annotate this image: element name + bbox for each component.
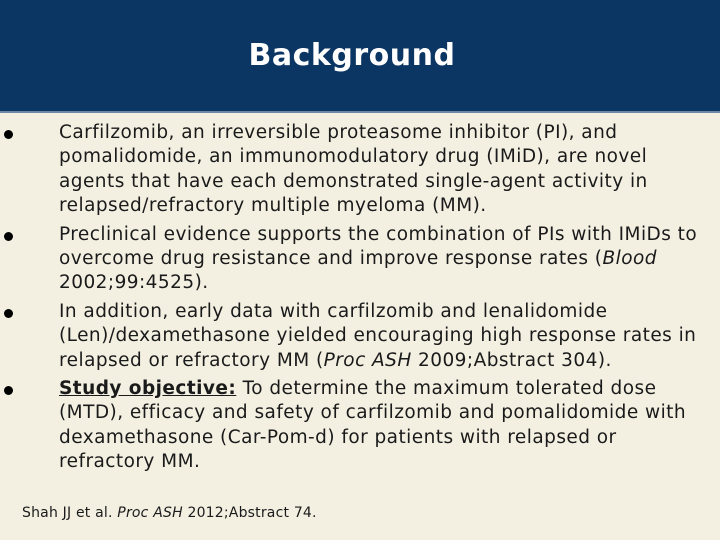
bullet-text: Carfilzomib, an irreversible proteasome inhibitor (PI), and pomalidomide, an immunomodulatory drug (IMiD), are novel agents that have each demonstrated single-agent activity in relapsed/refractory multiple myeloma (MM). — [59, 122, 648, 217]
bullet-text: 2009;Abstract 304). — [411, 349, 612, 371]
footer-citation — [22, 505, 317, 521]
footer-journal: Proc ASH — [117, 505, 183, 521]
citation-journal: Proc ASH — [323, 349, 412, 371]
study-objective-label: Study objective: — [59, 378, 237, 400]
bullet-text: Preclinical evidence supports the combination of PIs with IMiDs to overcome drug resistance and improve response rates ( — [59, 223, 698, 270]
bullet-item — [0, 223, 700, 296]
bullet-list — [0, 121, 700, 479]
bullet-item — [0, 121, 700, 219]
footer-text: Shah JJ et al. — [22, 505, 118, 521]
bullet-text: In addition, early data with carfilzomib and lenalidomide (Len)/dexamethasone yielded encouraging high response rates in relapsed or refractory MM ( — [59, 300, 697, 371]
footer-text: 2012;Abstract 74. — [182, 505, 317, 521]
bullet-item — [0, 300, 700, 373]
citation-journal: Blood — [602, 248, 657, 270]
bullet-dot-icon — [4, 130, 13, 139]
title-bar — [0, 0, 720, 113]
bullet-dot-icon — [4, 232, 13, 241]
bullet-dot-icon — [4, 386, 13, 395]
bullet-text: To determine the maximum tolerated dose (MTD), efficacy and safety of carfilzomib and pomalidomide with dexamethasone (Car-Pom-d) for patients with relapsed or refractory MM. — [59, 378, 687, 473]
bullet-text: 2002;99:4525). — [59, 272, 209, 294]
slide-title: Background — [248, 38, 456, 73]
bullet-item — [0, 377, 700, 475]
bullet-dot-icon — [4, 309, 13, 318]
